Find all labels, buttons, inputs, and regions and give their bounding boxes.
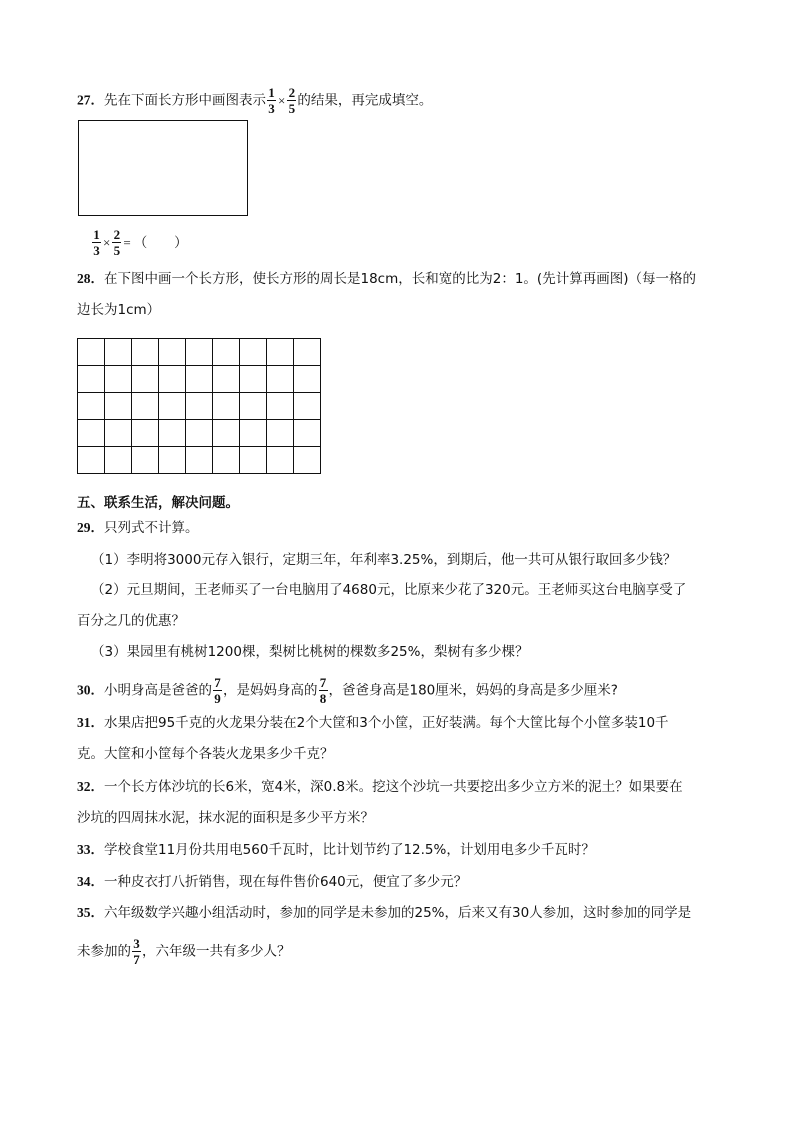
grid-cell[interactable]	[213, 366, 240, 393]
q27-drawing-rectangle[interactable]	[78, 120, 248, 216]
q27-answer-times: ×	[103, 234, 111, 250]
grid-cell[interactable]	[78, 420, 105, 447]
q30-fraction-a: $\frac{7}{9}$	[214, 675, 221, 706]
q29-number: 29．	[77, 520, 104, 535]
q34-text: 一种皮衣打八折销售，现在每件售价640元，便宜了多少元？	[104, 874, 468, 890]
grid-cell[interactable]	[159, 447, 186, 474]
grid-cell[interactable]	[105, 420, 132, 447]
grid-cell[interactable]	[132, 447, 159, 474]
grid-cell[interactable]	[267, 366, 294, 393]
q31-text-1: 水果店把95千克的火龙果分装在2个大筐和3个小筐，正好装满。每个大筐比每个小筐多装10千	[104, 715, 669, 731]
q30-text-b: ，是妈妈身高的	[223, 682, 318, 699]
q31-line-1	[77, 713, 669, 733]
grid-cell[interactable]	[240, 339, 267, 366]
section-5-heading: 五、联系生活，解决问题。	[77, 495, 239, 511]
grid-row	[78, 366, 321, 393]
grid-cell[interactable]	[294, 339, 321, 366]
grid-row	[78, 420, 321, 447]
q30-text-c: ，爸爸身高是180厘米，妈妈的身高是多少厘米?	[328, 682, 618, 699]
q27-answer-fraction-1: $\frac{1}{3}$	[93, 227, 100, 258]
grid-cell[interactable]	[267, 420, 294, 447]
q32-text-1: 一个长方体沙坑的长6米，宽4米，深0.8米。挖这个沙坑一共要挖出多少立方米的泥土？如果要在	[104, 779, 683, 795]
grid-cell[interactable]	[294, 366, 321, 393]
q27-times-sign: ×	[278, 92, 286, 108]
q27-answer-line	[91, 228, 188, 257]
grid-cell[interactable]	[159, 366, 186, 393]
q27-answer-fraction-2: $\frac{2}{5}$	[113, 227, 121, 258]
q35-line-2	[77, 937, 291, 966]
grid-cell[interactable]	[78, 447, 105, 474]
grid-cell[interactable]	[240, 366, 267, 393]
q33-number: 33．	[77, 842, 104, 857]
q28-line-2: 边长为1cm）	[77, 302, 161, 318]
grid-cell[interactable]	[105, 447, 132, 474]
q34-number: 34．	[77, 874, 104, 889]
grid-cell[interactable]	[240, 447, 267, 474]
grid-cell[interactable]	[105, 366, 132, 393]
q33-text: 学校食堂11月份共用电560千瓦时，比计划节约了12.5%，计划用电多少千瓦时？	[104, 842, 595, 858]
grid-cell[interactable]	[132, 366, 159, 393]
q32-line-2: 沙坑的四周抹水泥，抹水泥的面积是多少平方米？	[77, 810, 374, 826]
grid-cell[interactable]	[132, 339, 159, 366]
q32-line-1	[77, 777, 683, 797]
grid-cell[interactable]	[186, 420, 213, 447]
q35-text-1: 六年级数学兴趣小组活动时，参加的同学是未参加的25%，后来又有30人参加，这时参加的同学是	[104, 905, 692, 921]
grid-cell[interactable]	[186, 366, 213, 393]
q29-sub-3: （3）果园里有桃树1200棵，梨树比桃树的棵数多25%，梨树有多少棵？	[91, 644, 529, 660]
grid-cell[interactable]	[105, 393, 132, 420]
q28-text-1: 在下图中画一个长方形，使长方形的周长是18cm，长和宽的比为2：1。(先计算再画图)（每一格的	[104, 271, 696, 287]
q27-number: 27．	[77, 92, 104, 108]
q27-text-after: 的结果，再完成填空。	[297, 92, 433, 109]
q34-prompt	[77, 872, 467, 892]
grid-cell[interactable]	[294, 420, 321, 447]
q29-sub-2-line-1: （2）元旦期间，王老师买了一台电脑用了4680元，比原来少花了320元。王老师买这台电脑享受了	[91, 582, 687, 598]
q28-number: 28．	[77, 271, 104, 286]
grid-cell[interactable]	[213, 420, 240, 447]
q28-square-grid[interactable]	[77, 338, 321, 474]
q31-line-2: 克。大筐和小筐每个各装火龙果多少千克？	[77, 746, 334, 762]
q29-sub-2-line-2: 百分之几的优惠？	[77, 613, 185, 629]
q32-number: 32．	[77, 779, 104, 794]
grid-cell[interactable]	[159, 420, 186, 447]
q35-fraction: $\frac{3}{7}$	[133, 936, 140, 967]
grid-row	[78, 339, 321, 366]
q31-number: 31．	[77, 715, 104, 730]
q27-prompt	[77, 86, 432, 115]
grid-row	[78, 447, 321, 474]
q27-answer-equals: =	[123, 234, 131, 250]
grid-cell[interactable]	[105, 339, 132, 366]
q27-fraction-1: $\frac{1}{3}$	[268, 85, 275, 116]
grid-cell[interactable]	[213, 393, 240, 420]
q28-line-1	[77, 269, 696, 289]
grid-cell[interactable]	[78, 339, 105, 366]
q29-text: 只列式不计算。	[104, 520, 199, 536]
grid-cell[interactable]	[186, 339, 213, 366]
grid-cell[interactable]	[240, 420, 267, 447]
grid-cell[interactable]	[213, 447, 240, 474]
grid-cell[interactable]	[132, 393, 159, 420]
q30-number: 30．	[77, 682, 104, 698]
grid-cell[interactable]	[186, 393, 213, 420]
grid-cell[interactable]	[159, 393, 186, 420]
grid-cell[interactable]	[213, 339, 240, 366]
q29-prompt	[77, 518, 199, 538]
q35-text-2a: 未参加的	[77, 943, 131, 960]
q27-fraction-2: $\frac{2}{5}$	[288, 85, 296, 116]
q35-text-2b: ，六年级一共有多少人？	[142, 943, 291, 960]
grid-cell[interactable]	[159, 339, 186, 366]
grid-cell[interactable]	[132, 420, 159, 447]
q35-line-1	[77, 903, 691, 923]
grid-cell[interactable]	[267, 339, 294, 366]
q27-answer-blank[interactable]: （ ）	[133, 234, 188, 251]
q30-prompt	[77, 676, 618, 705]
q35-number: 35．	[77, 905, 104, 920]
grid-cell[interactable]	[78, 366, 105, 393]
grid-cell[interactable]	[240, 393, 267, 420]
q30-text-a: 小明身高是爸爸的	[104, 682, 212, 699]
q30-fraction-b: $\frac{7}{8}$	[319, 675, 327, 706]
grid-cell[interactable]	[267, 447, 294, 474]
q29-sub-1: （1）李明将3000元存入银行，定期三年，年利率3.25%，到期后，他一共可从银行取回多少钱？	[91, 552, 677, 568]
grid-cell[interactable]	[267, 393, 294, 420]
grid-cell[interactable]	[78, 393, 105, 420]
q27-text-before: 先在下面长方形中画图表示	[104, 92, 266, 109]
q33-prompt	[77, 840, 595, 860]
grid-cell[interactable]	[186, 447, 213, 474]
grid-cell[interactable]	[294, 447, 321, 474]
grid-cell[interactable]	[294, 393, 321, 420]
grid-row	[78, 393, 321, 420]
